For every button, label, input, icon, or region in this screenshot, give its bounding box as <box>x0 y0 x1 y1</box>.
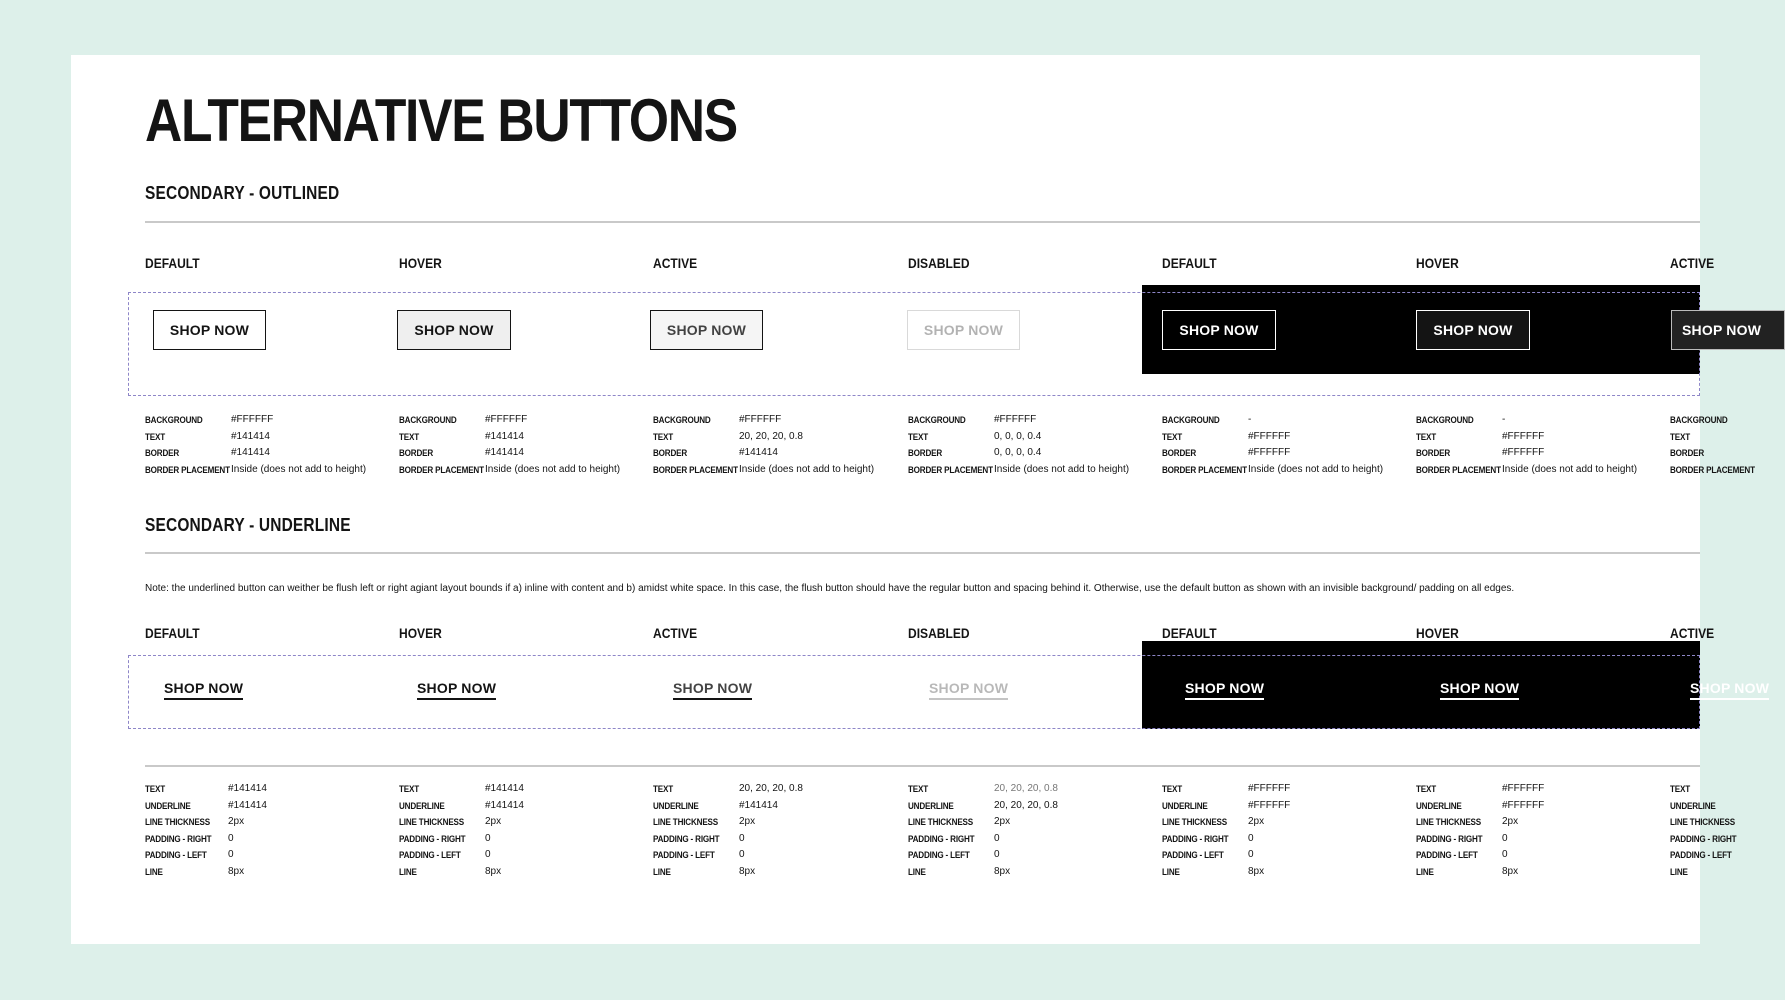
shop-now-link-underline-hover[interactable]: SHOP NOW <box>417 680 496 700</box>
label-underline-inverse-active: ACTIVE <box>1670 625 1715 641</box>
props-underline-inverse-hover: TEXT #FFFFFF UNDERLINE #FFFFFF LINE THICKNESS 2px PADDING - RIGHT 0 PADDING - LEFT 0 LINE 8px <box>1416 783 1545 877</box>
label-underline-hover: HOVER <box>399 625 442 641</box>
label-underline-disabled: DISABLED <box>908 625 970 641</box>
props-underline-active: TEXT 20, 20, 20, 0.8 UNDERLINE #141414 LINE THICKNESS 2px PADDING - RIGHT 0 PADDING - LEFT 0 LINE 8px <box>653 783 803 877</box>
shop-now-button-outlined-inverse-default[interactable]: SHOP NOW <box>1162 310 1276 350</box>
label-underline-inverse-hover: HOVER <box>1416 625 1459 641</box>
shop-now-button-outlined-hover[interactable]: SHOP NOW <box>397 310 511 350</box>
label-underline-active: ACTIVE <box>653 625 698 641</box>
props-underline-inverse-default: TEXT #FFFFFF UNDERLINE #FFFFFF LINE THICKNESS 2px PADDING - RIGHT 0 PADDING - LEFT 0 LINE 8px <box>1162 783 1291 877</box>
shop-now-button-outlined-disabled: SHOP NOW <box>907 310 1020 350</box>
shop-now-link-underline-inverse-hover[interactable]: SHOP NOW <box>1440 680 1519 700</box>
label-underline-inverse-default: DEFAULT <box>1162 625 1217 641</box>
spec-sheet <box>71 55 1770 944</box>
divider-outlined <box>145 221 1700 223</box>
section-title-outlined: SECONDARY - OUTLINED <box>145 183 340 203</box>
page-title: ALTERNATIVE BUTTONS <box>145 87 737 154</box>
props-outlined-inverse-default: BACKGROUND - TEXT #FFFFFF BORDER #FFFFFF BORDER PLACEMENT Inside (does not add to height) <box>1162 414 1384 475</box>
props-outlined-disabled: BACKGROUND #FFFFFF TEXT 0, 0, 0, 0.4 BORDER 0, 0, 0, 0.4 BORDER PLACEMENT Inside (does not add to height) <box>908 414 1130 475</box>
shop-now-button-outlined-inverse-hover[interactable]: SHOP NOW <box>1416 310 1530 350</box>
props-outlined-default: BACKGROUND #FFFFFF TEXT #141414 BORDER #141414 BORDER PLACEMENT Inside (does not add to height) <box>145 414 367 475</box>
shop-now-link-underline-active[interactable]: SHOP NOW <box>673 680 752 700</box>
props-outlined-inverse-hover: BACKGROUND - TEXT #FFFFFF BORDER #FFFFFF BORDER PLACEMENT Inside (does not add to height) <box>1416 414 1638 475</box>
label-underline-default: DEFAULT <box>145 625 200 641</box>
divider-underline <box>145 552 1700 554</box>
props-underline-inverse-active: TEXT UNDERLINE LINE THICKNESS PADDING - RIGHT PADDING - LEFT LINE <box>1670 784 1737 877</box>
shop-now-link-underline-default[interactable]: SHOP NOW <box>164 680 243 700</box>
shop-now-link-underline-inverse-active[interactable]: SHOP NOW <box>1690 680 1769 700</box>
shop-now-link-underline-inverse-default[interactable]: SHOP NOW <box>1185 680 1264 700</box>
shop-now-button-outlined-active[interactable]: SHOP NOW <box>650 310 763 350</box>
label-outlined-active: ACTIVE <box>653 255 698 271</box>
divider-underline-props <box>145 765 1700 767</box>
props-outlined-active: BACKGROUND #FFFFFF TEXT 20, 20, 20, 0.8 BORDER #141414 BORDER PLACEMENT Inside (does not add to height) <box>653 414 875 475</box>
shop-now-button-outlined-default[interactable]: SHOP NOW <box>153 310 266 350</box>
label-outlined-inverse-default: DEFAULT <box>1162 255 1217 271</box>
underline-note: Note: the underlined button can weither be flush left or right agiant layout bounds if a) inline with content and b) amidst white space. In this case, the flush button should have the regular button and spacing behind it. Otherwise, use the default button as shown with an invisible background/ padding on all edges. <box>145 583 1515 594</box>
props-underline-default: TEXT #141414 UNDERLINE #141414 LINE THICKNESS 2px PADDING - RIGHT 0 PADDING - LEFT 0 LINE 8px <box>145 783 267 877</box>
label-outlined-default: DEFAULT <box>145 255 200 271</box>
label-outlined-inverse-hover: HOVER <box>1416 255 1459 271</box>
props-underline-disabled: TEXT 20, 20, 20, 0.8 UNDERLINE 20, 20, 20, 0.8 LINE THICKNESS 2px PADDING - RIGHT 0 PADDING - LEFT 0 LINE 8px <box>908 783 1058 877</box>
label-outlined-hover: HOVER <box>399 255 442 271</box>
label-outlined-disabled: DISABLED <box>908 255 970 271</box>
shop-now-link-underline-disabled: SHOP NOW <box>929 680 1008 700</box>
props-outlined-hover: BACKGROUND #FFFFFF TEXT #141414 BORDER #141414 BORDER PLACEMENT Inside (does not add to height) <box>399 414 621 475</box>
section-title-underline: SECONDARY - UNDERLINE <box>145 515 351 535</box>
props-outlined-inverse-active: BACKGROUND TEXT BORDER BORDER PLACEMENT <box>1670 415 1755 475</box>
props-underline-hover: TEXT #141414 UNDERLINE #141414 LINE THICKNESS 2px PADDING - RIGHT 0 PADDING - LEFT 0 LINE 8px <box>399 783 524 877</box>
label-outlined-inverse-active: ACTIVE <box>1670 255 1715 271</box>
shop-now-button-outlined-inverse-active[interactable]: SHOP NOW <box>1671 310 1785 350</box>
